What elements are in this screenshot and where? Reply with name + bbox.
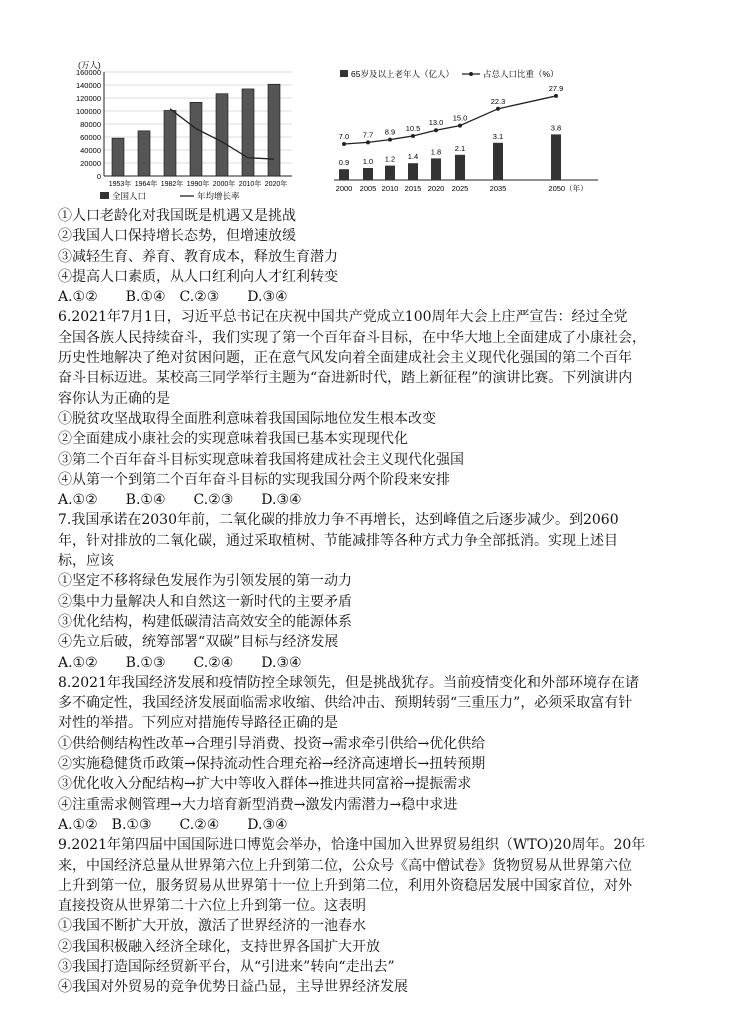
chart2-legend <box>340 69 559 79</box>
question-text <box>58 206 698 998</box>
elderly-bar <box>455 155 465 180</box>
x-tick-label: 2005 <box>359 184 377 193</box>
text-line: 上升到第一位，服务贸易从世界第十一位上升到第二位，利用外资稳居发展中国家首位，对外 <box>58 877 632 894</box>
text-line: 来，中国经济总量从世界第六位上升到第二位，公众号《高中僧试卷》货物贸易从世界第六位 <box>58 857 632 874</box>
text-line: ④我国对外贸易的竞争优势日益凸显，主导世界经济发展 <box>58 979 408 996</box>
text-line: ①我国不断扩大开放，激活了世界经济的一池春水 <box>58 918 366 935</box>
text-line: ④从第一个到第二个百年奋斗目标的实现我国分两个阶段来安排 <box>58 471 450 488</box>
bar-value-label: 2.1 <box>454 143 466 153</box>
legend-growth-rate: 年均增长率 <box>197 191 240 201</box>
text-line: ②我国人口保持增长态势，但增速放缓 <box>58 228 296 245</box>
text-line: ①脱贫攻坚战取得全面胜利意味着我国国际地位发生根本改变 <box>58 410 436 427</box>
share-value-label: 13.0 <box>428 118 444 128</box>
bar-value-label: 1.2 <box>384 154 396 164</box>
x-tick-label: 2010年 <box>238 181 262 188</box>
bar-value-label: 1.8 <box>430 147 442 157</box>
bar-value-label: 0.9 <box>338 158 350 168</box>
share-value-label: 15.0 <box>452 113 468 123</box>
text-line: 年，针对排放的二氧化碳，通过采取植树、节能减排等各种方式力争全部抵消。实现上述目 <box>58 532 618 549</box>
share-point <box>554 94 558 98</box>
y-tick-label: 60000 <box>80 133 101 142</box>
elderly-bar <box>363 168 373 180</box>
x-tick-label: 2035 <box>489 184 507 193</box>
text-line: 9.2021年第四届中国国际进口博览会举办，恰逢中国加入世界贸易组织（WTO)20周年。20年 <box>58 837 646 854</box>
text-line: ②全面建成小康社会的实现意味着我国已基本实现现代化 <box>58 431 408 448</box>
share-point <box>458 124 462 128</box>
share-point <box>411 134 415 138</box>
x-tick-label: 2020 <box>427 184 445 193</box>
text-line: ③优化收入分配结构→扩大中等收入群体→推进共同富裕→提振需求 <box>58 776 472 793</box>
text-line: A.①② B.①④ C.②③ D.③④ <box>58 289 288 306</box>
x-tick-label: 1990年 <box>186 181 210 188</box>
text-line: ②我国积极融入经济全球化，支持世界各国扩大开放 <box>58 938 380 955</box>
figure-area <box>60 58 660 208</box>
text-line: 标，应该 <box>58 553 114 570</box>
x-tick-label: 2015 <box>404 184 422 193</box>
legend-marker-share <box>469 72 473 76</box>
share-point <box>388 138 392 142</box>
share-line <box>344 96 556 144</box>
text-line: ①坚定不移将绿色发展作为引领发展的第一动力 <box>58 573 352 590</box>
y-tick-label: 160000 <box>75 68 101 77</box>
share-value-label: 8.9 <box>384 127 396 137</box>
population-bar <box>138 131 150 176</box>
text-line: ④提高人口素质，从人口红利向人才红利转变 <box>58 268 338 285</box>
share-value-label: 10.5 <box>405 123 421 133</box>
y-tick-label: 40000 <box>80 146 101 155</box>
text-line: 对性的举措。下列应对措施传导路径正确的是 <box>58 715 338 732</box>
legend-swatch-population <box>100 192 109 199</box>
elderly-bar <box>385 166 395 180</box>
text-line: 多不确定性，我国经济发展面临需求收缩、供给冲击、预期转弱“三重压力”，必须采取富有针 <box>58 695 633 712</box>
text-line: ②集中力量解决人和自然这一新时代的主要矛盾 <box>58 593 352 610</box>
y-unit-label: (万人) <box>78 60 101 70</box>
text-line: ④注重需求侧管理→大力培育新型消费→激发内需潜力→稳中求进 <box>58 796 458 813</box>
chart1-legend <box>100 191 240 201</box>
x-tick-label: 2010 <box>381 184 399 193</box>
text-line: A.①② B.①③ C.②④ D.③④ <box>58 816 288 833</box>
population-chart <box>60 58 310 208</box>
text-line: ③第二个百年奋斗目标实现意味着我国将建成社会主义现代化强国 <box>58 451 464 468</box>
population-bar <box>242 89 254 176</box>
bar-value-label: 3.8 <box>550 123 562 133</box>
share-point <box>434 128 438 132</box>
bar-value-label: 3.1 <box>492 131 504 141</box>
population-bar <box>216 94 228 176</box>
population-bar <box>190 102 202 176</box>
text-line: ③减轻生育、养育、教育成本，释放生育潜力 <box>58 248 338 265</box>
share-point <box>342 142 346 146</box>
x-tick-label: 2000 <box>335 184 353 193</box>
x-tick-label: 2020年 <box>264 181 288 188</box>
elderly-chart <box>328 66 628 201</box>
y-tick-label: 0 <box>96 172 101 181</box>
text-line: 全国各族人民持续奋斗，我们实现了第一个百年奋斗目标，在中华大地上全面建成了小康社会， <box>58 329 646 346</box>
population-bar <box>112 138 124 176</box>
text-line: 奋斗目标迈进。某校高三同学举行主题为“奋进新时代，踏上新征程”的演讲比赛。下列演讲内 <box>58 370 633 387</box>
elderly-bar <box>408 163 418 180</box>
x-tick-label: 1953年 <box>108 181 132 188</box>
text-line: A.①② B.①③ C.②④ D.③④ <box>58 654 302 671</box>
share-value-label: 22.3 <box>490 96 506 106</box>
elderly-bar <box>493 143 503 180</box>
legend-swatch-elderly <box>340 70 348 77</box>
text-line: ①人口老龄化对我国既是机遇又是挑战 <box>58 208 296 224</box>
text-line: 容你认为正确的是 <box>58 390 170 407</box>
text-line: A.①② B.①④ C.②③ D.③④ <box>58 492 302 509</box>
text-line: ④先立后破，统筹部署“双碳”目标与经济发展 <box>58 634 339 651</box>
text-line: ③优化结构，构建低碳清洁高效安全的能源体系 <box>58 613 352 630</box>
elderly-bar <box>339 169 349 180</box>
bar-value-label: 1.4 <box>407 152 419 162</box>
text-line: ①供给侧结构性改革→合理引导消费、投资→需求牵引供给→优化供给 <box>58 735 486 752</box>
text-line: 直接投资从世界第二十六位上升到第一位。这表明 <box>58 898 366 915</box>
x-tick-label: 2050（年） <box>548 184 588 193</box>
legend-elderly: 65岁及以上老年人（亿人） <box>351 69 454 79</box>
text-line: 7.我国承诺在2030年前，二氧化碳的排放力争不再增长，达到峰值之后逐步减少。到2060 <box>58 512 619 529</box>
text-line: 6.2021年7月1日，习近平总书记在庆祝中国共产党成立100周年大会上庄严宣告：经过全党 <box>58 309 628 326</box>
population-bar <box>268 84 280 176</box>
elderly-bar <box>431 158 441 180</box>
share-value-label: 7.7 <box>362 130 374 140</box>
y-tick-label: 20000 <box>80 159 101 168</box>
population-bar <box>164 110 176 176</box>
bar-value-label: 1.0 <box>362 157 374 166</box>
y-tick-label: 80000 <box>80 120 101 129</box>
elderly-bar <box>551 134 561 180</box>
text-line: ②实施稳健货币政策→保持流动性合理充裕→经济高速增长→扭转预期 <box>58 756 486 773</box>
y-tick-label: 140000 <box>75 81 101 90</box>
legend-share: 占总人口比重（%） <box>483 69 559 79</box>
text-line: 8.2021年我国经济发展和疫情防控全球领先，但是挑战犹存。当前疫情变化和外部环境存在诸 <box>58 674 639 691</box>
y-tick-label: 100000 <box>75 107 101 116</box>
share-point <box>496 107 500 111</box>
text-line: ③我国打造国际经贸新平台，从“引进来”转向“走出去” <box>58 958 395 975</box>
share-point <box>366 140 370 144</box>
y-tick-label: 120000 <box>75 94 101 103</box>
x-tick-label: 2025 <box>451 184 469 193</box>
text-line: 历史性地解决了绝对贫困问题，正在意气风发向着全面建成社会主义现代化强国的第二个百年 <box>58 350 632 367</box>
x-tick-label: 1982年 <box>160 181 184 188</box>
share-value-label: 27.9 <box>548 83 564 93</box>
legend-population: 全国人口 <box>112 191 147 201</box>
x-tick-label: 1964年 <box>134 181 158 188</box>
share-value-label: 7.0 <box>338 132 350 141</box>
x-tick-label: 2000年 <box>212 181 236 188</box>
